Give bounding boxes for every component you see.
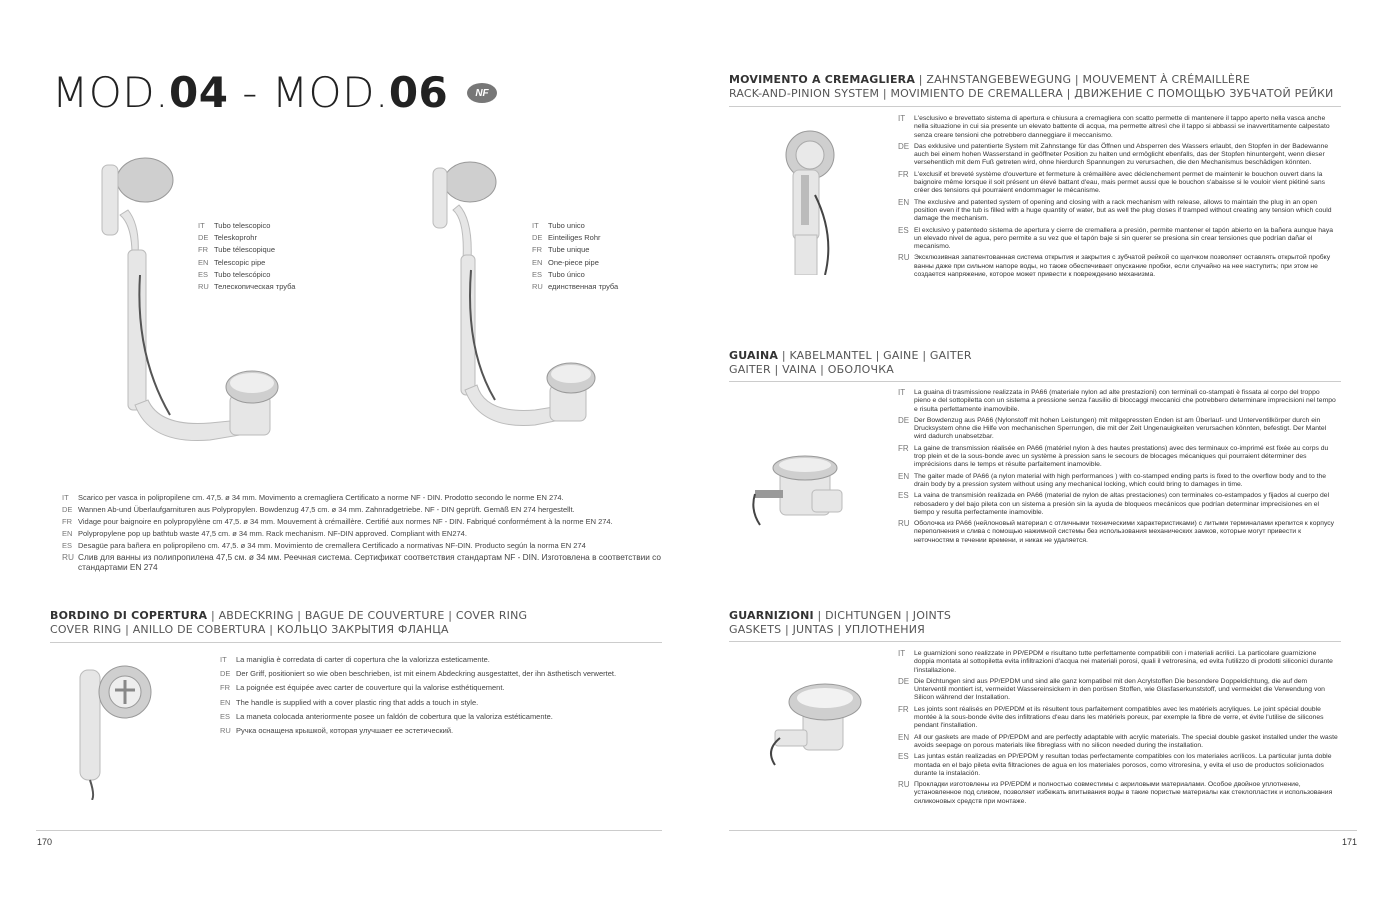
- title-mod04-prefix: MOD.: [52, 68, 169, 117]
- rack-text: [898, 115, 1338, 282]
- joints-divider: [729, 641, 1341, 642]
- lang-code: RU: [220, 726, 231, 736]
- lang-code: FR: [898, 443, 909, 453]
- rack-paragraph: [898, 227, 1338, 252]
- description-text: Scarico per vasca in polipropilene cm. 47,5. ø 34 mm. Movimento a cremagliera Certificato a norme NF - DIN. Prodotto secondo le norme EN 274.: [78, 493, 564, 502]
- overflow-plate: [444, 162, 496, 202]
- lang-code: FR: [220, 683, 230, 693]
- description-text: Vidage pour baignoire en polypropylène cm 47,5. ø 34 mm. Mouvement à crémaillère. Certifié aux normes NF - DIN. Fabriqué conformément à la norme EN 274.: [78, 517, 613, 526]
- label-text: Teleskoprohr: [214, 233, 257, 243]
- label-row: [532, 220, 662, 232]
- heading-line2: GAITER | VAINA | ОБОЛОЧКА: [729, 363, 895, 376]
- cover-ring-item-text: Ручка оснащена крышкой, которая улучшает ее эстетический.: [236, 726, 454, 736]
- gaiter-paragraph: [898, 389, 1338, 414]
- cover-ring-row: [220, 710, 660, 724]
- paragraph-text: Der Bowdenzug aus PA66 (Nylonstoff mit hohen Leistungen) mit mitgepressten Enden ist am Überlauf- und Unterventilkörper durch ein Drucksystem ohne die Hilfe von mechanischen Sperrungen, die mit der Zeit Ungenauigkeiten verursachen könnten, befestigt. Der Mantel wird dadurch unabsetzbar.: [914, 416, 1327, 441]
- cover-ring-item-text: La maniglia è corredata di carter di copertura che la valorizza esteticamente.: [236, 655, 490, 664]
- lang-code: EN: [62, 529, 73, 538]
- page-number-right: 171: [1342, 837, 1358, 847]
- paragraph-text: Las juntas están realizadas en PP/EPDM y resultan todas perfectamente compatibles con los materiales acrílicos. La particular junta doble montada en el bajo pileta evita filtraciones de agua en los materiales porosos, como vitroresina, y evita el uso de productos solicionados durante la instalación.: [914, 753, 1332, 777]
- lang-code: IT: [898, 388, 906, 397]
- rack-paragraph: [898, 171, 1338, 196]
- rack-paragraph: [898, 115, 1338, 140]
- lang-code: ES: [62, 541, 73, 550]
- label-row: [532, 244, 662, 256]
- lang-code: RU: [898, 780, 910, 790]
- title-mod06-prefix: MOD.: [271, 68, 389, 117]
- heading-rest: | ABDECKRING | BAGUE DE COUVERTURE | COVER RING: [207, 609, 528, 622]
- paragraph-text: Le guarnizioni sono realizzate in PP/EPDM e risultano tutte perfettamente compatibili con i materiali acrilici. La particolare guarnizione doppia montata al sottopiletta evita infiltrazioni d'acqua nei materiali porosi, quali il vetroresina, ed evita l'utilizzo di prodotti siliconici durante l'installazione.: [914, 650, 1333, 674]
- cover-ring-text: [220, 653, 660, 738]
- paragraph-text: L'esclusivo e brevettato sistema di apertura e chiusura a cremagliera con scatto permette di mantenere il tappo aperto nella vasca anche nella situazione in cui sia presente un elevato battente di acqua, ma permette altresì che il tappo si abbassi se inavvertitamente calpestato senza creare tensioni che potrebbero danneggiare il meccanismo.: [914, 115, 1330, 139]
- cover-ring-divider: [50, 642, 662, 643]
- lang-code: ES: [898, 491, 909, 501]
- lang-code: DE: [898, 676, 910, 686]
- gaiter-paragraph: [898, 473, 1338, 490]
- lang-code: EN: [898, 197, 910, 207]
- paragraph-text: L'exclusif et breveté système d'ouverture et fermeture à crémaillère avec déclenchement permet de maintenir le bouchon ouvert dans la baignoire même lorsque il soit présent un élevé battant d'eau, mais permet aussi que le bouchon s'abaisse si le vouloir vient piétiné sans créer des tensions qui pourraient endommager le mécanisme.: [914, 170, 1326, 195]
- lang-code: FR: [62, 517, 72, 526]
- lang-code: DE: [898, 415, 910, 425]
- label-row: [532, 257, 662, 269]
- page-title: [52, 68, 448, 117]
- joints-heading: [729, 609, 1369, 637]
- joints-paragraph: [898, 650, 1338, 675]
- lang-code: EN: [898, 471, 910, 481]
- heading-bold: GUAINA: [729, 349, 779, 362]
- lang-code: ES: [898, 752, 909, 762]
- label-text: Tubo único: [548, 269, 585, 279]
- heading-line2: GASKETS | JUNTAS | УПЛОТНЕНИЯ: [729, 623, 925, 636]
- lang-code: FR: [898, 704, 909, 714]
- description-text: Desagüe para bañera en polipropileno cm. 47,5. ø 34 mm. Movimiento de cremallera Certificado a normativas NF-DIN. Producto según la norma EN 274: [78, 541, 586, 550]
- gaiter-paragraph: [898, 520, 1338, 545]
- paragraph-text: All our gaskets are made of PP/EPDM and are perfectly adaptable with acrylic materials. The special double gasket installed under the waste avoids seepage on porous materials like fibreglass with no silicon needed during the installation.: [914, 733, 1338, 749]
- joints-text: [898, 650, 1338, 809]
- joints-paragraph: [898, 706, 1338, 731]
- gaiter-text: [898, 389, 1338, 548]
- description-row: [62, 540, 662, 552]
- cover-ring-item-text: Der Griff, positioniert so wie oben beschrieben, ist mit einem Abdeckring ausgestattet, der ihn ästhetisch verwertet.: [236, 669, 617, 679]
- label-row: [198, 281, 338, 293]
- description-text: Слив для ванны из полипропилена 47,5 см. ø 34 мм. Реечная система. Сертификат соответствия стандартам NF - DIN. Изготовлена в соответствии со стандартами EN 274: [78, 552, 662, 572]
- nf-certification-badge: NF: [467, 83, 497, 103]
- product-mod06-labels: [532, 220, 662, 293]
- cover-ring-heading: [50, 609, 670, 637]
- label-row: [198, 244, 338, 256]
- heading-rest: | KABELMANTEL | GAINE | GAITER: [778, 349, 972, 362]
- lang-code: ES: [220, 711, 231, 721]
- cover-ring-item-text: La maneta colocada anteriormente posee un faldón de cobertura que la valoriza estéticamente.: [236, 711, 553, 721]
- cover-ring-row: [220, 681, 660, 695]
- lang-code: IT: [532, 221, 539, 230]
- lang-code: DE: [198, 233, 209, 243]
- telescopic-pipe: [128, 250, 146, 410]
- lang-code: DE: [220, 669, 231, 679]
- left-footer-divider: [36, 830, 662, 831]
- joints-image: [765, 680, 875, 770]
- title-separator: -: [228, 68, 272, 117]
- paragraph-text: La guaina di trasmissione realizzata in PA66 (materiale nylon ad alte prestazioni) con terminali co-stampati è fissata al corpo del troppo pieno e del sottopiletta con un sistema a pressione senza l'ausilio di bloccaggi meccanici che potrebbero determinare imprecisioni nel tempo e risulta perfettamente inamovibile.: [914, 389, 1336, 413]
- product-mod04-labels: [198, 220, 338, 293]
- label-text: Tubo telescópico: [214, 269, 271, 279]
- description-row: [62, 528, 662, 540]
- lang-code: RU: [198, 282, 209, 292]
- gaiter-paragraph: [898, 492, 1338, 517]
- heading-bold: GUARNIZIONI: [729, 609, 814, 622]
- gaiter-divider: [729, 381, 1341, 382]
- label-row: [198, 257, 338, 269]
- cover-ring-row: [220, 724, 660, 738]
- paragraph-text: Das exklusive und patentierte System mit Zahnstange für das Öffnen und Absperren des Wassers erlaubt, den Stopfen in der Badewanne auch bei einem hohen Wasserstand in geöffneter Position zu halten und ermöglicht ebenfalls, das der Stopfen hinuntergeht, wenn dieser versehentlich mit dem Fuß getreten wird, ohne hierdurch Spannungen zu verursachen, die den Mechanismus beschädigen könnten.: [914, 142, 1329, 167]
- lang-code: EN: [198, 257, 209, 267]
- label-text: Telescopic pipe: [214, 257, 266, 267]
- lang-code: IT: [898, 114, 906, 123]
- joints-paragraph: [898, 678, 1338, 703]
- lang-code: DE: [532, 233, 543, 243]
- cover-ring-image: [70, 660, 160, 800]
- paragraph-text: The exclusive and patented system of opening and closing with a rack mechanism with release, allows to maintain the plug in an open position even if the tub is filled with a huge quantity of water, but as well the plug closes if tramped without creating any tension which could damage the mechanism.: [914, 198, 1332, 223]
- joints-paragraph: [898, 753, 1338, 778]
- label-text: One-piece pipe: [548, 257, 599, 267]
- lang-code: RU: [898, 253, 910, 263]
- label-text: Tube unique: [548, 245, 590, 255]
- label-text: Einteiliges Rohr: [548, 233, 601, 243]
- lang-code: IT: [62, 493, 69, 502]
- rack-paragraph: [898, 254, 1338, 279]
- label-text: единственная труба: [548, 282, 619, 292]
- paragraph-text: Эксклюзивная запатентованная система открытия и закрытия с зубчатой рейкой со щелчком позволяет оставлять открытой пробку ванны даже при сильном напоре воды, но также обеспечивает опускание пробки, если случайно на нее наступить; при этом не создается напряжение, которое может привести к повреждению механизма.: [914, 254, 1331, 279]
- heading-line2: RACK-AND-PINION SYSTEM | MOVIMIENTO DE CREMALLERA | ДВИЖЕНИЕ С ПОМОЩЬЮ ЗУБЧАТОЙ РЕЙКИ: [729, 87, 1334, 100]
- lang-code: IT: [220, 655, 227, 664]
- description-row: [62, 504, 662, 516]
- rack-paragraph: [898, 143, 1338, 168]
- description-row: [62, 492, 662, 504]
- lang-code: IT: [198, 221, 205, 230]
- joints-paragraph: [898, 734, 1338, 751]
- label-row: [198, 220, 338, 232]
- lang-code: IT: [898, 649, 906, 658]
- paragraph-text: La gaine de transmission réalisée en PA66 (matériel nylon à des hautes prestations) avec des terminaux co-imprimé est fixée au corps du trop plein et de la sous-bonde avec un système à pression sans le secours de blocages mécaniques qui pourraient déterminer des imprécisions dans le temps et résulte parfaitement inamovible.: [914, 444, 1329, 469]
- label-row: [198, 269, 338, 281]
- paragraph-text: Прокладки изготовлены из PP/EPDM и полностью совместимы с акриловыми материалами. Особое двойное уплотнение, установленное под сливом, позволяет избежать впитывания воды в такие пористые материалы как стеклопластик и использования силиконовых средств при монтаже.: [914, 781, 1333, 805]
- cover-ring-item-text: The handle is supplied with a cover plastic ring that adds a touch in style.: [236, 697, 479, 707]
- lang-code: FR: [198, 245, 208, 255]
- rack-heading: [729, 73, 1369, 101]
- cover-ring-row: [220, 667, 660, 681]
- description-row: [62, 552, 662, 572]
- paragraph-text: Оболочка из PA66 (нейлоновый материал с отличными техническими характеристиками) с литыми терминалами крепится к корпусу переполнения и слива с помощью нажимной системы без использования механических замков, которые могут привести к неточностям в течении времени, и никак не удаляется.: [914, 520, 1335, 544]
- label-row: [532, 232, 662, 244]
- label-text: Tubo unico: [548, 221, 585, 230]
- lang-code: RU: [62, 552, 74, 562]
- product-description: [62, 492, 662, 572]
- description-text: Wannen Ab-und Überlaufgarnituren aus Polypropylen. Bowdenzug 47,5 cm. ø 34 mm. Zahnradgetriebe. NF - DIN geprüft. Gemäß EN 274 hergestellt.: [78, 505, 575, 514]
- lang-code: ES: [198, 269, 209, 279]
- label-text: Телескопическая труба: [214, 282, 296, 292]
- description-row: [62, 516, 662, 528]
- heading-line2: COVER RING | ANILLO DE COBERTURA | КОЛЬЦО ЗАКРЫТИЯ ФЛАНЦА: [50, 623, 449, 636]
- heading-bold: MOVIMENTO A CREMAGLIERA: [729, 73, 916, 86]
- product-mod04-image: [90, 155, 320, 465]
- overflow-body: [433, 168, 447, 228]
- gaiter-paragraph: [898, 445, 1338, 470]
- heading-bold: BORDINO DI COPERTURA: [50, 609, 208, 622]
- gaiter-image: [750, 450, 860, 530]
- rack-divider: [729, 106, 1341, 107]
- joints-paragraph: [898, 781, 1338, 806]
- lang-code: EN: [898, 732, 910, 742]
- right-footer-divider: [729, 830, 1357, 831]
- page-number-left: 170: [37, 837, 53, 847]
- overflow-plate: [117, 158, 173, 202]
- label-row: [198, 232, 338, 244]
- title-mod04-number: 04: [169, 68, 229, 117]
- paragraph-text: Die Dichtungen sind aus PP/EPDM und sind alle ganz kompatibel mit den Acrylstoffen Die besondere Doppeldichtung, die auf dem Unterventil montiert ist, vermeidet Wassereinsickern in den porösen Stoffen, wie Glasfaserkunststoff, und vermeidet die Verwendung von Silicon während der Installation.: [914, 677, 1325, 702]
- heading-rest: | ZAHNSTANGEBEWEGUNG | MOUVEMENT À CRÉMAILLÈRE: [915, 73, 1251, 86]
- title-mod06-number: 06: [388, 68, 449, 117]
- label-text: Tube télescopique: [214, 245, 276, 255]
- gaiter-heading: [729, 349, 1369, 377]
- lang-code: FR: [532, 245, 542, 255]
- heading-rest: | DICHTUNGEN | JOINTS: [813, 609, 952, 622]
- rack-image: [765, 125, 845, 275]
- paragraph-text: Les joints sont réalisés en PP/EPDM et ils résultent tous parfaitement compatibles avec les matériels acryliques. Le joint spécial double montée à la sous-bonde évite des infiltrations d'eau dans les matériels poreux, par exemple la fibre de verre, et évite l'utilise de silicones pendant l'installation.: [914, 705, 1324, 730]
- lang-code: DE: [898, 141, 910, 151]
- paragraph-text: La vaina de transmisión realizada en PA66 (material de nylon de altas prestaciones) con terminales co-estampados y fijados al cuerpo del rebosadero y del bajo pileta con un sistema a presión sin la ayuda de bloqueos mecánicos que podrían determinar imprecisiones en el tiempo y resulta perfectamente inamovible.: [914, 492, 1330, 516]
- product-mod06-image: [425, 160, 625, 450]
- lang-code: RU: [532, 282, 543, 292]
- lang-code: RU: [898, 519, 910, 529]
- paragraph-text: El exclusivo y patentedo sistema de apertura y cierre de cremallera a presión, permite mantener el tapón abierto en la bañera aunque haya un elevado nivel de agua, pero permite a su vez que el tapón baje si sin querer se presiona sin crear tensiones que podrían dañar el mecanismo.: [914, 226, 1334, 251]
- rack-paragraph: [898, 199, 1338, 224]
- lang-code: ES: [898, 225, 909, 235]
- lang-code: FR: [898, 169, 909, 179]
- lang-code: EN: [532, 257, 543, 267]
- cover-ring-item-text: La poignée est équipée avec carter de couverture qui la valorise esthétiquement.: [236, 683, 505, 693]
- lang-code: ES: [532, 269, 543, 279]
- cover-ring-row: [220, 696, 660, 710]
- label-row: [532, 281, 662, 293]
- label-text: Tubo telescopico: [214, 221, 271, 230]
- label-row: [532, 269, 662, 281]
- cover-ring-row: [220, 653, 660, 667]
- lang-code: DE: [62, 505, 73, 514]
- description-text: Polypropylene pop up bathtub waste 47,5 cm. ø 34 mm. Rack mechanism. NF-DIN approved. Compliant with EN274.: [78, 529, 467, 538]
- one-piece-pipe: [461, 255, 475, 395]
- paragraph-text: The gaiter made of PA66 (a nylon material with high performances ) with co-stamped ending parts is fixed to the overflow body and to the drain body by a pression system without using any mechanical locking, which could bring to damages in time.: [914, 472, 1327, 488]
- overflow-body: [102, 165, 118, 235]
- gaiter-paragraph: [898, 417, 1338, 442]
- lang-code: EN: [220, 697, 231, 707]
